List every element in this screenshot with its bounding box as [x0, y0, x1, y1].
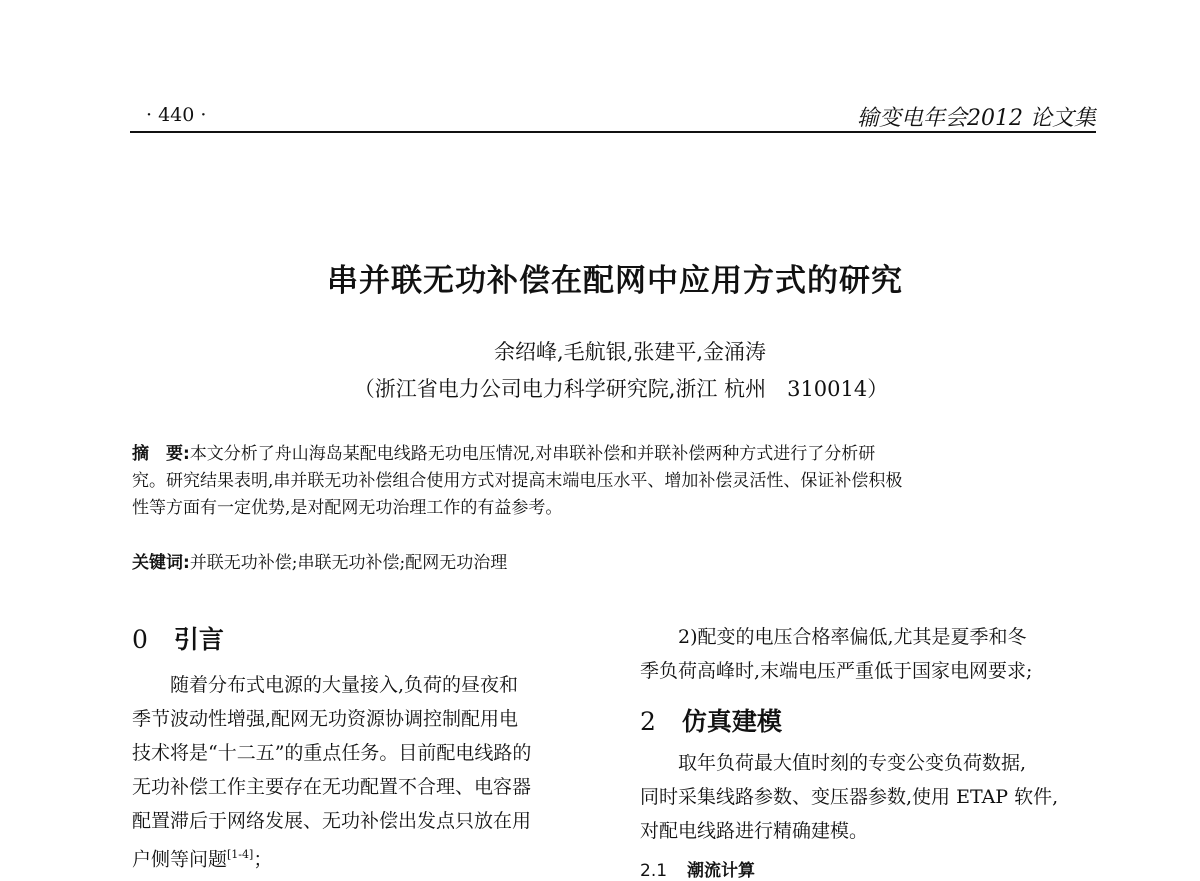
section-heading-intro — [132, 620, 592, 656]
body-line: 季负荷高峰时,末端电压严重低于国家电网要求; — [640, 660, 1033, 682]
subsection-title: 潮流计算 — [687, 861, 756, 881]
section-number: 0 — [132, 625, 148, 654]
subsection-heading — [640, 856, 1100, 881]
page-number: · 440 · — [146, 104, 207, 126]
section-heading-simulation — [640, 702, 1100, 738]
affiliation: （浙江省电力公司电力科学研究院,浙江 杭州 310014） — [353, 377, 889, 401]
body-line: 季节波动性增强,配网无功资源协调控制配用电 — [132, 708, 519, 730]
abstract-label: 摘 要: — [132, 444, 190, 464]
body-line: 无功补偿工作主要存在无功配置不合理、电容器 — [132, 776, 532, 798]
body-line: 配置滞后于网络发展、无功补偿出发点只放在用 — [132, 810, 532, 832]
body-line: 技术将是“十二五”的重点任务。目前配电线路的 — [132, 742, 532, 764]
abstract — [132, 441, 1097, 522]
keywords — [132, 548, 1097, 573]
keywords-label: 关键词: — [132, 553, 190, 573]
section-title: 仿真建模 — [681, 707, 782, 736]
left-column — [132, 620, 592, 876]
body-line: 对配电线路进行精确建模。 — [640, 820, 869, 842]
right-column — [640, 620, 1100, 881]
paper-title: 串并联无功补偿在配网中应用方式的研究 — [327, 263, 903, 299]
abstract-line-2: 究。研究结果表明,串并联无功补偿组合使用方式对提高末端电压水平、增加补偿灵活性、保证补偿积极 — [132, 471, 903, 491]
keywords-text: 并联无功补偿;串联无功补偿;配网无功治理 — [189, 553, 508, 573]
abstract-text: 本文分析了舟山海岛某配电线路无功电压情况,对串联补偿和并联补偿两种方式进行了分析研 — [189, 444, 876, 464]
body-line — [132, 838, 592, 876]
proceedings-title: 输变电年会2012 论文集 — [857, 106, 1096, 131]
body-line: 同时采集线路参数、变压器参数,使用 ETAP 软件, — [640, 786, 1059, 808]
subsection-number: 2.1 — [640, 861, 668, 881]
header-rule — [130, 131, 1096, 133]
intro-body — [132, 668, 592, 876]
body-line: 取年负荷最大值时刻的专变公变负荷数据, — [678, 752, 1027, 774]
abstract-line-3: 性等方面有一定优势,是对配网无功治理工作的有益参考。 — [132, 498, 563, 518]
section-number: 2 — [640, 707, 656, 736]
abstract-line-1 — [132, 441, 1097, 468]
body-text: 户侧等问题 — [132, 848, 228, 871]
citation: [1-4] — [227, 848, 254, 861]
section-title: 引言 — [173, 625, 224, 654]
body-text: ； — [253, 848, 273, 871]
authors: 余绍峰,毛航银,张建平,金涌涛 — [493, 340, 767, 364]
body-line: 随着分布式电源的大量接入,负荷的昼夜和 — [170, 674, 519, 696]
body-line: 2)配变的电压合格率偏低,尤其是夏季和冬 — [678, 626, 1027, 648]
